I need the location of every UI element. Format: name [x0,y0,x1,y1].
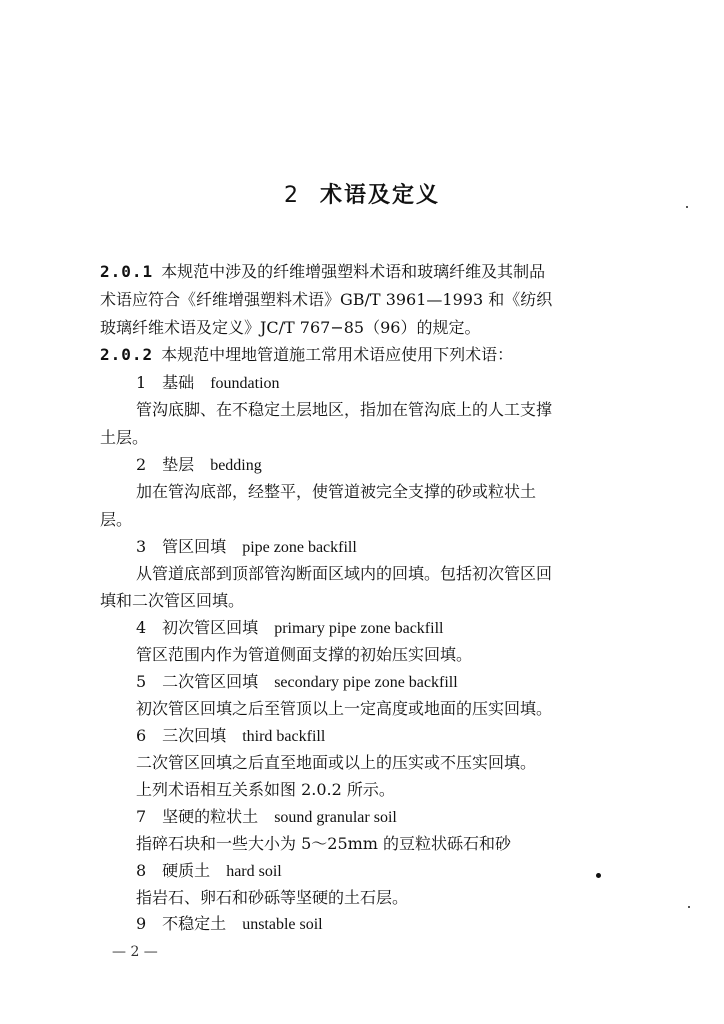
term-3-definition-cont: 填和二次管区回填。 [100,591,245,610]
scan-dot [596,873,601,878]
scan-speck [688,906,690,908]
term-8-definition: 指岩石、卵石和砂砾等坚硬的土石层。 [136,888,409,907]
term-cn: 7 坚硬的粒状土 [136,807,259,826]
chapter-title [0,178,724,209]
chapter-number: 2 [283,183,300,208]
term-4-heading [136,618,443,639]
term-cn: 8 硬质土 [136,861,211,880]
term-cn: 6 三次回填 [136,726,227,745]
term-cn: 4 初次管区回填 [136,618,259,637]
term-1-heading [136,373,280,394]
term-cn: 9 不稳定土 [136,914,227,933]
page-number: — 2 — [112,944,158,960]
term-7-definition: 指碎石块和一些大小为 5～25mm 的豆粒状砾石和砂 [136,834,512,853]
term-8-heading [136,861,282,882]
clause-2-0-1-line-3: 玻璃纤维术语及定义》JC/T 767−85（96）的规定。 [100,318,481,337]
term-3-heading [136,537,357,558]
term-en: pipe zone backfill [242,539,357,556]
term-en: secondary pipe zone backfill [274,674,458,691]
figure-reference: 上列术语相互关系如图 2.0.2 所示。 [136,780,395,799]
term-en: unstable soil [242,916,323,933]
term-cn: 3 管区回填 [136,537,227,556]
term-1-definition-cont: 土层。 [100,428,149,447]
term-2-definition-cont: 层。 [100,510,133,529]
clause-text: 本规范中涉及的纤维增强塑料术语和玻璃纤维及其制品 [161,262,546,281]
term-9-heading [136,914,323,935]
term-en: third backfill [242,728,326,745]
term-en: hard soil [226,863,282,880]
term-5-heading [136,672,458,693]
scan-speck [686,206,688,208]
term-cn: 5 二次管区回填 [136,672,259,691]
clause-number: 2.0.1 [100,262,154,281]
chapter-title-text: 术语及定义 [319,183,440,208]
term-1-definition: 管沟底脚、在不稳定土层地区，指加在管沟底上的人工支撑 [136,400,553,419]
term-2-definition: 加在管沟底部，经整平，使管道被完全支撑的砂或粒状土 [136,482,537,501]
term-3-definition: 从管道底部到顶部管沟断面区域内的回填。包括初次管区回 [136,564,553,583]
clause-2-0-1-line-1 [100,262,545,282]
clause-2-0-2 [100,345,513,365]
term-6-heading [136,726,325,747]
clause-2-0-1-line-2: 术语应符合《纤维增强塑料术语》GB/T 3961—1993 和《纺织 [100,290,553,309]
term-5-definition: 初次管区回填之后至管顶以上一定高度或地面的压实回填。 [136,699,553,718]
term-4-definition: 管区范围内作为管道侧面支撑的初始压实回填。 [136,645,473,664]
clause-number: 2.0.2 [100,345,154,364]
term-6-definition: 二次管区回填之后直至地面或以上的压实或不压实回填。 [136,753,537,772]
clause-text: 本规范中埋地管道施工常用术语应使用下列术语： [161,345,514,364]
term-cn: 1 基础 [136,373,195,392]
term-en: primary pipe zone backfill [274,620,444,637]
term-en: foundation [210,375,280,392]
term-2-heading [136,455,262,476]
term-en: sound granular soil [274,809,397,826]
term-en: bedding [210,457,262,474]
term-cn: 2 垫层 [136,455,195,474]
term-7-heading [136,807,397,828]
